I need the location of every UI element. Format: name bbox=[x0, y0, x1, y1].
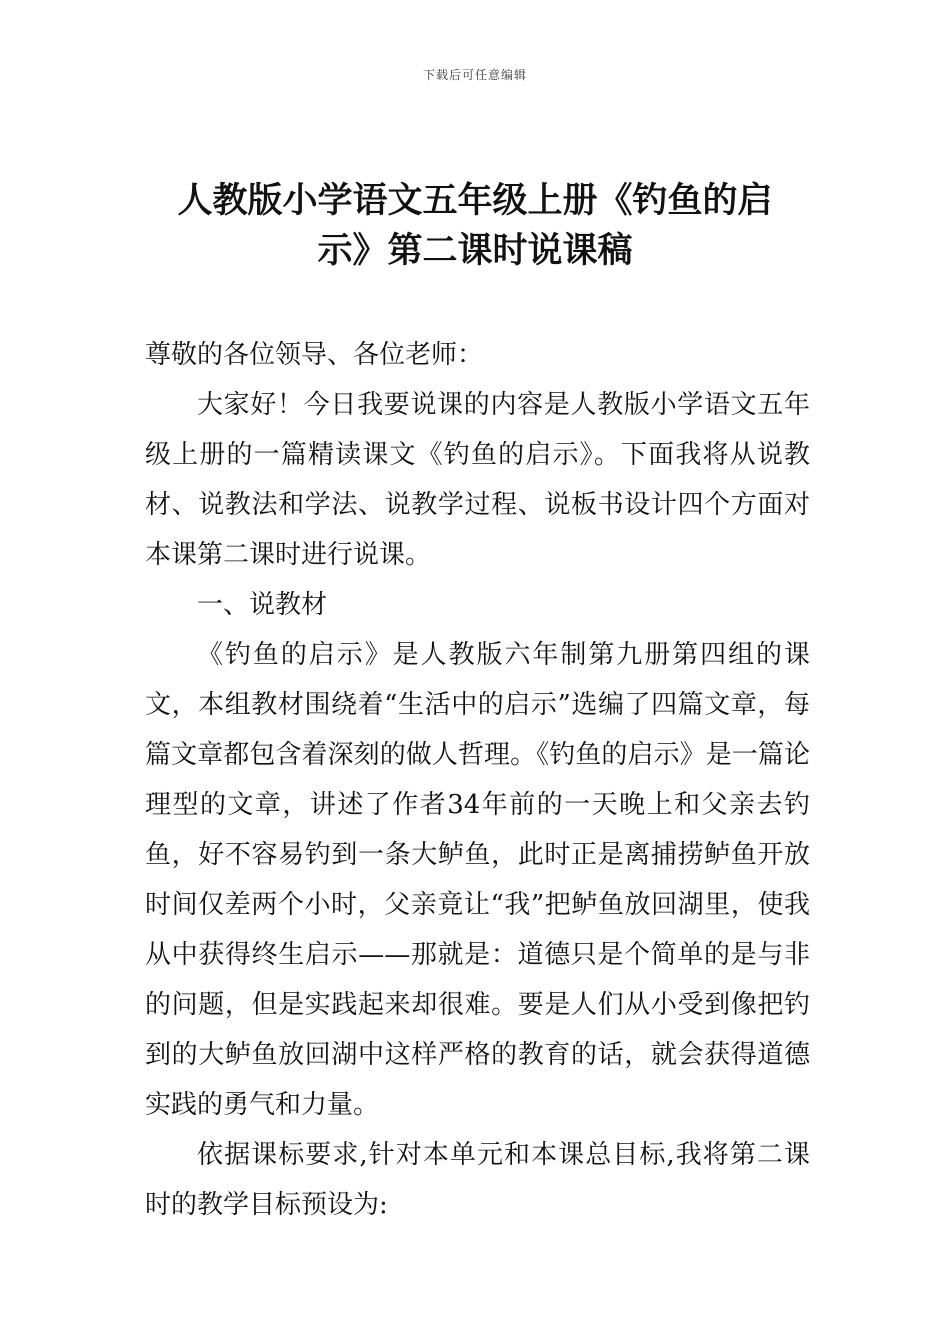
header-note: 下载后可任意编辑 bbox=[422, 68, 527, 82]
title-line-2: 示》第二课时说课稿 bbox=[317, 231, 633, 271]
paragraph-intro: 大家好！今日我要说课的内容是人教版小学语文五年级上册的一篇精读课文《钓鱼的启示》。下面我将从说教材、说教法和学法、说教学过程、说板书设计四个方面对本课第二课时进行说课。 bbox=[145, 390, 810, 570]
title-line-1: 人教版小学语文五年级上册《钓鱼的启 bbox=[177, 181, 773, 221]
salutation: 尊敬的各位领导、各位老师： bbox=[145, 340, 484, 370]
paragraph-objectives: 依据课标要求,针对本单元和本课总目标,我将第二课时的教学目标预设为: bbox=[145, 1140, 810, 1220]
page-title bbox=[100, 176, 850, 276]
section-heading: 一、说教材 bbox=[197, 590, 328, 620]
paragraph-material: 《钓鱼的启示》是人教版六年制第九册第四组的课文，本组教材围绕着“生活中的启示”选编了四篇文章，每篇文章都包含着深刻的做人哲理。《钓鱼的启示》是一篇论理型的文章，讲述了作者34年前的一天晚上和父亲去钓鱼，好不容易钓到一条大鲈鱼，此时正是离捕捞鲈鱼开放时间仅差两个小时，父亲竟让“我”把鲈鱼放回湖里，使我从中获得终生启示——那就是：道德只是个简单的是与非的问题，但是实践起来却很难。要是人们从小受到像把钓到的大鲈鱼放回湖中这样严格的教育的话，就会获得道德实践的勇气和力量。 bbox=[145, 640, 810, 1120]
document-body bbox=[145, 330, 810, 1230]
